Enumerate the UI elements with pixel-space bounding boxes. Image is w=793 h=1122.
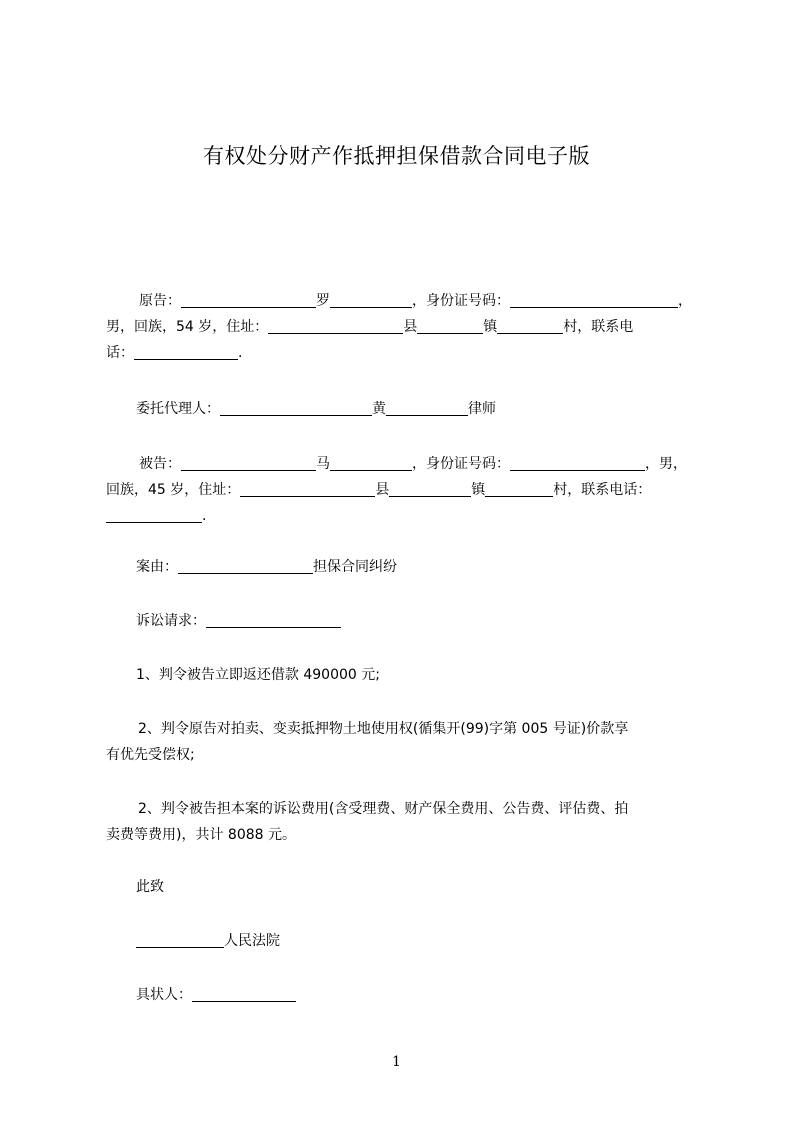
defendant-line-3 [106, 503, 706, 529]
agent-paragraph [106, 396, 706, 422]
defendant-details: 回族，45 岁，住址： [106, 482, 241, 498]
blank [220, 398, 372, 416]
signer-paragraph [106, 982, 706, 1008]
plaintiff-paragraph [106, 288, 706, 366]
claims-paragraph [106, 608, 706, 634]
blank [192, 984, 296, 1002]
agent-line [106, 396, 706, 422]
blank [330, 290, 412, 308]
plaintiff-end: . [238, 345, 243, 361]
plaintiff-line-2 [106, 314, 706, 340]
defendant-line-1 [106, 451, 706, 477]
cause-paragraph [106, 554, 706, 580]
plaintiff-county: 县 [403, 319, 418, 335]
defendant-line-2 [106, 477, 706, 503]
defendant-surname: 马 [316, 456, 330, 472]
blank [268, 316, 403, 334]
court-text: 人民法院 [224, 933, 280, 949]
plaintiff-line-1 [106, 288, 706, 314]
defendant-village: 村，联系电话： [553, 482, 652, 498]
defendant-label: 被告： [139, 456, 181, 472]
plaintiff-phone-label: 话： [106, 345, 134, 361]
plaintiff-comma: ， [678, 293, 692, 309]
claim-2 [106, 716, 706, 768]
blank [417, 316, 483, 334]
plaintiff-line-3 [106, 340, 706, 366]
claim-1 [106, 662, 706, 688]
cause-text: 担保合同纠纷 [313, 559, 397, 575]
closing [106, 874, 706, 900]
defendant-county: 县 [375, 482, 390, 498]
blank [181, 453, 316, 471]
claims-line [106, 608, 706, 634]
claim-2-line-2: 有优先受偿权; [106, 747, 195, 763]
blank [178, 556, 313, 574]
court-paragraph [106, 928, 706, 954]
cause-line [106, 554, 706, 580]
plaintiff-id-label: ，身份证号码： [412, 293, 510, 309]
claim-2-line-1: 2、判令原告对拍卖、变卖抵押物土地使用权(循集开(99)字第 005 号证)价款享 [138, 721, 629, 737]
plaintiff-label: 原告： [139, 293, 181, 309]
blank [510, 453, 645, 471]
page-number: 1 [392, 1054, 401, 1070]
blank [330, 453, 412, 471]
plaintiff-village: 村，联系电 [563, 319, 634, 335]
plaintiff-surname: 罗 [316, 293, 330, 309]
blank [485, 479, 553, 497]
blank [206, 610, 341, 628]
signer-label: 具状人： [136, 987, 192, 1003]
court-line [106, 928, 706, 954]
blank [134, 342, 238, 360]
defendant-end: . [202, 508, 207, 524]
claim-3-line-2: 卖费等费用)，共计 8088 元。 [106, 827, 296, 843]
defendant-gender: ，男， [645, 456, 687, 472]
blank [240, 479, 375, 497]
cause-label: 案由： [136, 559, 178, 575]
claim-1-text: 1、判令被告立即返还借款 490000 元; [136, 667, 380, 683]
blank [136, 930, 224, 948]
blank [181, 290, 316, 308]
claim-3-line-1: 2、判令被告担本案的诉讼费用(含受理费、财产保全费用、公告费、评估费、拍 [138, 801, 629, 817]
defendant-town: 镇 [471, 482, 486, 498]
defendant-id-label: ，身份证号码： [412, 456, 510, 472]
agent-label: 委托代理人： [136, 401, 220, 417]
plaintiff-details: 男，回族，54 岁，住址： [106, 319, 269, 335]
document-title: 有权处分财产作抵押担保借款合同电子版 [203, 144, 590, 168]
claims-label: 诉讼请求： [136, 613, 206, 629]
closing-text: 此致 [136, 879, 164, 895]
agent-role: 律师 [468, 401, 496, 417]
blank [497, 316, 563, 334]
blank [510, 290, 678, 308]
claim-3 [106, 796, 706, 848]
blank [106, 505, 202, 523]
defendant-paragraph [106, 451, 706, 529]
agent-surname: 黄 [372, 401, 386, 417]
plaintiff-town: 镇 [483, 319, 498, 335]
blank [386, 398, 468, 416]
signer-line [106, 982, 706, 1008]
blank [389, 479, 471, 497]
